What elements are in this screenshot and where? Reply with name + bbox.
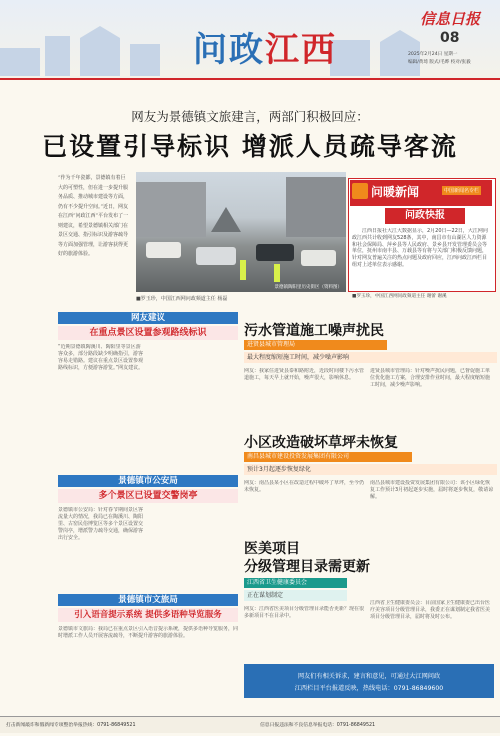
page-header <box>0 0 500 80</box>
kuaibao-brand-bar <box>350 180 492 206</box>
lead-photo <box>136 172 346 292</box>
page-number: 08 <box>440 30 460 46</box>
kuaibao-brand-sub: 中国新闻名专栏 <box>444 188 480 194</box>
kuaibao-body: 江西日报社大江大数据显示，2月20日—22日，大江网问政江西共计收到网友528条，其中，南昌市有山湖区人力资源和社会保障局、萍乡县等人民政府、景乡县开发管理委员会等单位，抚州市南丰县、万载县等有将与关部门积极反馈问题，针对网友普遍关注的热点问题及政府回应，江西问政江西栏目组对上述单位表示感谢。 <box>352 228 488 268</box>
issue-date: 2025年2月24日 星期一 <box>408 52 458 57</box>
photo-credit: ■罗玉珍，中国江西网问政频道主任 杨磊 <box>136 296 228 302</box>
promo-box <box>244 664 494 698</box>
section-title-a: 问政 <box>193 30 265 70</box>
promo-line-1: 网友们有相关诉求，建言和意见，可通过大江网问政 <box>297 673 441 680</box>
news3-title-1: 医美项目 <box>244 541 300 557</box>
police-body: 景德镇市公安局：针对春节期间景区客流量大的情况，我局已在陶溪川、陶阳里、古窑民俗博览区等多个景区设置交警岗亭，增派警力疏导交通，确保游客出行安全。 <box>58 507 144 541</box>
police-band: 景德镇市公安局 <box>58 475 238 487</box>
news2-ask: 网友：南昌县某小区在改造过程中破坏了草坪，至今仍未恢复。 <box>244 480 364 493</box>
news3-reply: 正在谋划制定 <box>244 590 347 601</box>
culture-head: 引入语音提示系统 提供多语种导览服务 <box>58 608 238 622</box>
news3-ask: 网友：江西省医美项目分级管理目录能否更新？现在很多新项目不在目录中。 <box>244 606 364 619</box>
suggest-body-2 <box>150 344 238 454</box>
police-head: 多个景区已设置交警岗亭 <box>58 489 238 503</box>
kuaibao-credit: ■罗玉珍，中国江西网问政频道主任 谢蕾 谢溪 <box>352 294 447 299</box>
brand-mark-icon <box>352 183 368 199</box>
section-title-b: 江西 <box>265 30 337 70</box>
news1-dept: 进贤县城市管理局 <box>244 340 387 350</box>
news3-title-2: 分级管理目录需更新 <box>244 559 370 575</box>
suggest-head: 在重点景区设置参观路线标识 <box>58 326 238 340</box>
news1-ask: 网友：我家住进贤县泰和路附近，近段时间楼下污水管道施工，每天早上就开始，噪声很大，影响休息。 <box>244 368 364 381</box>
suggest-band: 网友建议 <box>58 312 238 324</box>
street-scene-illustration <box>136 172 346 292</box>
news3-dept: 江西省卫生健康委员会 <box>244 578 347 588</box>
lead-kicker: 网友为景德镇文旅建言，两部门积极回应： <box>131 109 369 124</box>
news1-reply: 最大程度缩短施工时间，减少噪声影响 <box>244 352 497 363</box>
photo-caption: 景德镇陶阳里历史街区（资料图） <box>274 285 342 290</box>
footer-right: 信息日报违法和不良信息举报电话：0791-86849521 <box>260 723 376 728</box>
news2-dept: 南昌县城市建设投资发展集团有限公司 <box>244 452 412 462</box>
culture-body: 景德镇市文旅局：我局已在重点景区引入语音提示系统，提供多语种导览服务，同时增派工作人员开展客流疏导，不断提升游客的旅游体验。 <box>58 626 238 639</box>
footer-left: 打击新闻敲诈和假新闻专项整治举报热线：0791-86849521 <box>6 723 136 728</box>
news1-answer: 进贤县城市管理局：针对噪声扰民问题，已督促施工单位优化施工方案，合理安排作业时间，最大程度缩短施工时间，减少噪声影响。 <box>370 368 491 388</box>
suggest-body: “近期景德镇陶溪川、陶阳里等景区游客众多，部分路段缺少明确指引，游客容易走错路。建议在重点景区设置参观路线标识，方便游客游览。”网友建议。 <box>58 344 144 371</box>
page-footer <box>0 716 500 733</box>
news1-title: 污水管道施工噪声扰民 <box>244 323 384 339</box>
culture-band: 景德镇市文旅局 <box>58 594 238 606</box>
lead-headline: 已设置引导标识 增派人员疏导客流 <box>42 132 458 161</box>
news2-answer: 南昌县城市建设投资发展集团有限公司：该小区绿化恢复工作预计3月初起逐步实施，届时将逐步恢复，敬请谅解。 <box>370 480 494 500</box>
news2-reply: 预计3月起逐步恢复绿化 <box>244 464 497 475</box>
kuaibao-tag: 问政快报 <box>385 208 465 224</box>
promo-line-2: 江西栏目平台报道反映，热线电话：0791-86849600 <box>294 685 444 692</box>
newspaper-logo: 信息日报 <box>420 10 481 28</box>
lead-quote: “作为千年瓷都，景德镇有着巨大的可塑性，但在进一步提升服务品质、推动城市建设等方面，仍有不少提升空间。”近日，网友在江西“问政江西”平台发布了一则建议，希望景德镇相关部门在景区交通、指引标识及游客疏导等方面加强管理，让游客获得更好的旅游体验。 <box>58 175 129 257</box>
kuaibao-brand: 问暖新闻 <box>371 185 420 199</box>
news3-answer: 江西省卫生健康委员会：目前国家卫生健康委已出台医疗美容项目分级管理目录，我委正在谋划制定我省医美项目分级管理目录，届时将及时公布。 <box>370 600 491 620</box>
news2-title: 小区改造破坏草坪未恢复 <box>244 435 398 451</box>
editor-credits: 编辑/黄琦 版式/毛晔 校对/张毅 <box>408 60 471 65</box>
